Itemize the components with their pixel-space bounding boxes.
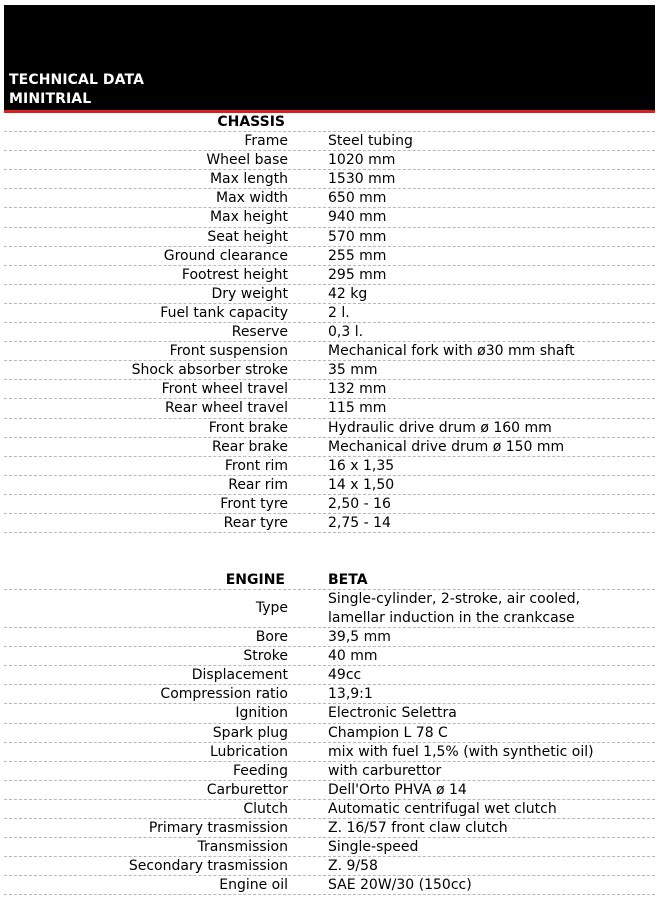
chassis-spec-label: Fuel tank capacity — [160, 304, 288, 321]
engine-spec-label: Primary trasmission — [148, 820, 288, 837]
engine-spec-row — [4, 838, 655, 857]
engine-spec-value: Z. 16/57 front claw clutch — [328, 820, 508, 837]
chassis-spec-row — [4, 476, 655, 495]
engine-spec-row — [4, 704, 655, 723]
engine-spec-value: Champion L 78 C — [328, 724, 448, 741]
engine-spec-label: Spark plug — [212, 724, 288, 741]
chassis-spec-row — [4, 342, 655, 361]
chassis-spec-label: Shock absorber stroke — [131, 362, 288, 379]
chassis-spec-row — [4, 514, 655, 533]
engine-spec-value: Dell'Orto PHVA ø 14 — [328, 781, 467, 798]
chassis-spec-row — [4, 266, 655, 285]
engine-spec-row — [4, 800, 655, 819]
chassis-spec-row — [4, 399, 655, 418]
engine-table — [4, 571, 655, 895]
chassis-spec-label: Rear wheel travel — [165, 400, 288, 417]
chassis-spec-value: 2 l. — [328, 304, 350, 321]
chassis-spec-row — [4, 361, 655, 380]
engine-spec-row — [4, 762, 655, 781]
engine-spec-label: Displacement — [191, 667, 288, 684]
engine-spec-value: 39,5 mm — [328, 629, 391, 646]
chassis-spec-label: Rear brake — [212, 438, 288, 455]
chassis-spec-value: 940 mm — [328, 209, 387, 226]
chassis-spec-row — [4, 189, 655, 208]
engine-spec-label: Transmission — [197, 839, 288, 856]
engine-spec-value: Single-cylinder, 2-stroke, air cooled, lamellar induction in the crankcase — [328, 591, 581, 627]
chassis-heading: CHASSIS — [217, 114, 285, 130]
chassis-spec-label: Max width — [216, 190, 288, 207]
engine-spec-row — [4, 590, 655, 628]
chassis-spec-label: Rear rim — [228, 476, 288, 493]
engine-spec-row — [4, 647, 655, 666]
chassis-spec-row — [4, 132, 655, 151]
engine-spec-value: 49cc — [328, 667, 362, 684]
engine-spec-value: mix with fuel 1,5% (with synthetic oil) — [328, 743, 594, 760]
chassis-spec-value: 295 mm — [328, 266, 387, 283]
engine-spec-value: Z. 9/58 — [328, 858, 378, 875]
chassis-spec-label: Front rim — [224, 457, 288, 474]
engine-spec-value: SAE 20W/30 (150cc) — [328, 877, 472, 894]
chassis-spec-value: 650 mm — [328, 190, 387, 207]
chassis-spec-label: Reserve — [231, 324, 288, 341]
chassis-spec-label: Front brake — [208, 419, 288, 436]
chassis-spec-row — [4, 151, 655, 170]
chassis-spec-value: 0,3 l. — [328, 324, 364, 341]
engine-spec-row — [4, 876, 655, 895]
chassis-spec-label: Front suspension — [169, 343, 288, 360]
chassis-spec-value: 14 x 1,50 — [328, 476, 395, 493]
chassis-spec-label: Max height — [209, 209, 288, 226]
engine-spec-row — [4, 743, 655, 762]
chassis-spec-label: Max length — [209, 171, 288, 188]
engine-spec-row — [4, 857, 655, 876]
chassis-spec-value: 255 mm — [328, 247, 387, 264]
document-title: TECHNICAL DATA — [9, 72, 145, 88]
chassis-spec-row — [4, 495, 655, 514]
engine-heading-row — [4, 571, 655, 590]
chassis-spec-row — [4, 285, 655, 304]
chassis-spec-value: 2,50 - 16 — [328, 495, 391, 512]
chassis-spec-value: 115 mm — [328, 400, 387, 417]
engine-brand: BETA — [328, 572, 368, 588]
chassis-spec-value: 1530 mm — [328, 171, 396, 188]
engine-spec-value: 13,9:1 — [328, 686, 373, 703]
chassis-spec-label: Seat height — [207, 228, 288, 245]
chassis-spec-row — [4, 323, 655, 342]
chassis-spec-value: 35 mm — [328, 362, 378, 379]
chassis-spec-value: Mechanical fork with ø30 mm shaft — [328, 343, 575, 360]
chassis-spec-label: Rear tyre — [223, 514, 288, 531]
chassis-spec-row — [4, 208, 655, 227]
chassis-spec-value: Hydraulic drive drum ø 160 mm — [328, 419, 552, 436]
chassis-spec-label: Wheel base — [206, 152, 288, 169]
engine-spec-row — [4, 628, 655, 647]
engine-spec-value: Automatic centrifugal wet clutch — [328, 800, 557, 817]
chassis-table — [4, 113, 655, 533]
chassis-spec-row — [4, 247, 655, 266]
engine-spec-label: Compression ratio — [160, 686, 288, 703]
engine-spec-label: Stroke — [243, 648, 288, 665]
engine-spec-value: Electronic Selettra — [328, 705, 457, 722]
chassis-spec-label: Footrest height — [181, 266, 288, 283]
chassis-spec-row — [4, 380, 655, 399]
chassis-spec-row — [4, 228, 655, 247]
chassis-spec-value: 42 kg — [328, 285, 368, 302]
chassis-spec-label: Ground clearance — [163, 247, 288, 264]
engine-spec-row — [4, 781, 655, 800]
chassis-spec-label: Dry weight — [211, 285, 288, 302]
chassis-spec-value: 132 mm — [328, 381, 387, 398]
engine-spec-value: with carburettor — [328, 762, 442, 779]
engine-spec-row — [4, 819, 655, 838]
chassis-spec-row — [4, 170, 655, 189]
header-banner — [4, 5, 655, 110]
chassis-spec-row — [4, 419, 655, 438]
engine-spec-value: Single-speed — [328, 839, 419, 856]
engine-spec-label: Secondary trasmission — [128, 858, 288, 875]
chassis-spec-value: Steel tubing — [328, 133, 413, 150]
engine-spec-label: Engine oil — [219, 877, 288, 894]
chassis-spec-label: Front wheel travel — [161, 381, 288, 398]
chassis-spec-row — [4, 304, 655, 323]
model-name: MINITRIAL — [9, 91, 92, 107]
engine-spec-label: Ignition — [235, 705, 288, 722]
chassis-spec-row — [4, 438, 655, 457]
chassis-spec-value: 570 mm — [328, 228, 387, 245]
engine-spec-label: Type — [255, 600, 288, 617]
engine-spec-label: Clutch — [243, 800, 288, 817]
engine-spec-row — [4, 685, 655, 704]
engine-spec-row — [4, 724, 655, 743]
engine-spec-label: Carburettor — [206, 781, 288, 798]
chassis-heading-row — [4, 113, 655, 132]
engine-spec-value: 40 mm — [328, 648, 378, 665]
chassis-spec-value: Mechanical drive drum ø 150 mm — [328, 438, 565, 455]
engine-heading: ENGINE — [225, 572, 285, 588]
chassis-spec-row — [4, 457, 655, 476]
engine-spec-label: Bore — [255, 629, 288, 646]
chassis-spec-value: 16 x 1,35 — [328, 457, 395, 474]
chassis-spec-value: 2,75 - 14 — [328, 514, 391, 531]
engine-spec-row — [4, 666, 655, 685]
chassis-spec-label: Frame — [244, 133, 288, 150]
engine-spec-label: Feeding — [232, 762, 288, 779]
chassis-spec-label: Front tyre — [220, 495, 288, 512]
chassis-spec-value: 1020 mm — [328, 152, 396, 169]
engine-spec-label: Lubrication — [209, 743, 288, 760]
